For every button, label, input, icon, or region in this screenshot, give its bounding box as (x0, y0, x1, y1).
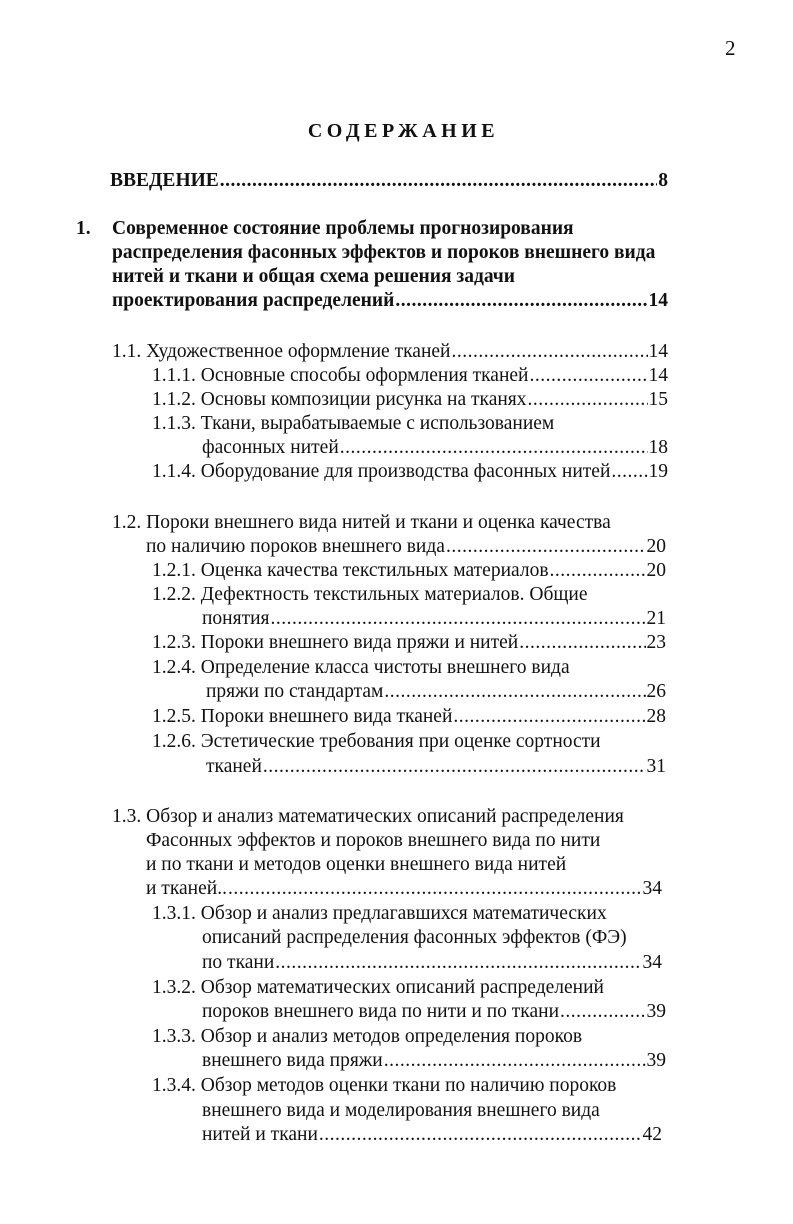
toc-entry-1-1-4[interactable] (152, 459, 668, 485)
toc-entry-1-2[interactable] (146, 534, 666, 560)
toc-entry-label: 1.2.5. Пороки внешнего вида тканей (152, 706, 453, 727)
toc-entry-1-2-5[interactable] (152, 704, 666, 730)
toc-entry-line: 1.2. Пороки внешнего вида нитей и ткани и оценка качества (112, 512, 611, 533)
toc-entry-line: 1.2.2. Дефектность текстильных материалов. Общие (152, 584, 588, 605)
toc-entry-line: 1.2.4. Определение класса чистоты внешнего вида (152, 657, 570, 678)
toc-page-number: 31 (646, 756, 666, 777)
toc-entry-1-1-3[interactable] (202, 435, 668, 461)
toc-entry-label: ВВЕДЕНИЕ (110, 170, 219, 191)
toc-entry-label: и тканей.. (146, 878, 227, 899)
toc-page-number: 39 (646, 1001, 666, 1022)
toc-entry-1-3-4[interactable] (202, 1122, 662, 1148)
toc-entry-label: нитей и ткани (202, 1124, 318, 1145)
dot-leader (271, 606, 646, 632)
toc-page-number: 26 (646, 681, 666, 702)
toc-page-number: 39 (646, 1050, 666, 1071)
toc-page-number: 14 (648, 341, 668, 362)
toc-entry-1-1-1[interactable] (152, 363, 668, 389)
toc-entry-line: описаний распределения фасонных эффектов (ФЭ) (202, 927, 627, 948)
dot-leader (319, 1122, 642, 1148)
toc-entry-1-2-4[interactable] (206, 679, 666, 705)
dot-leader (340, 435, 648, 461)
toc-entry-line: внешнего вида и моделирования внешнего вида (202, 1100, 600, 1121)
toc-page-number: 15 (648, 389, 668, 410)
dot-leader (453, 704, 645, 730)
dot-leader (560, 999, 646, 1025)
toc-page-number: 14 (648, 290, 668, 311)
dot-leader (519, 630, 645, 656)
toc-entry-1-1-2[interactable] (152, 387, 668, 413)
toc-entry-line: 1.3. Обзор и анализ математических описаний распределения (112, 806, 624, 827)
toc-chapter-line: Современное состояние проблемы прогнозирования (112, 218, 574, 239)
toc-entry-1-3-1[interactable] (202, 950, 662, 976)
toc-page-number: 42 (642, 1124, 662, 1145)
toc-entry-label: 1.2.1. Оценка качества текстильных материалов (152, 560, 549, 581)
dot-leader (451, 339, 647, 365)
toc-entry-1-2-3[interactable] (152, 630, 666, 656)
toc-entry-line: 1.3.1. Обзор и анализ предлагавшихся математических (152, 903, 607, 924)
toc-entry-line: 1.3.3. Обзор и анализ методов определения пороков (152, 1026, 583, 1047)
toc-entry-line: 1.3.4. Обзор методов оценки ткани по наличию пороков (152, 1075, 617, 1096)
toc-entry-1-3-2[interactable] (202, 999, 666, 1025)
dot-leader (528, 387, 648, 413)
toc-entry-label: 1.1.2. Основы композиции рисунка на тканях (152, 389, 527, 410)
toc-entry-label: понятия (202, 608, 270, 629)
dot-leader (530, 363, 648, 389)
toc-entry-1-2-2[interactable] (202, 606, 666, 632)
toc-page-number: 20 (646, 536, 666, 557)
toc-entry-line: Фасонных эффектов и пороков внешнего вида по нити (146, 830, 601, 851)
toc-entry-label: 1.1.4. Оборудование для производства фасонных нитей (152, 461, 611, 482)
toc-entry-1-1[interactable] (112, 339, 668, 365)
dot-leader (275, 950, 641, 976)
dot-leader (384, 679, 645, 705)
toc-page-number: 34 (642, 952, 662, 973)
page-number: 2 (725, 36, 736, 60)
toc-entry-chapter-1[interactable] (112, 288, 668, 314)
toc-entry-1-3-3[interactable] (202, 1048, 666, 1074)
toc-entry-1-2-6[interactable] (206, 754, 666, 780)
toc-page-number: 19 (648, 461, 668, 482)
toc-entry-line: 1.1.3. Ткани, вырабатываемые с использованием (152, 413, 555, 434)
dot-leader (446, 534, 646, 560)
toc-page-number: 8 (658, 170, 668, 191)
toc-entry-line: 1.2.6. Эстетические требования при оценке сортности (152, 731, 601, 752)
dot-leader (220, 168, 657, 194)
toc-entry-label: внешнего вида пряжи (202, 1050, 383, 1071)
toc-page-number: 23 (646, 632, 666, 653)
toc-entry-label: по ткани (202, 952, 275, 973)
toc-entry-label: фасонных нитей (202, 437, 339, 458)
toc-entry-label: пороков внешнего вида по нити и по ткани (202, 1001, 559, 1022)
dot-leader (550, 558, 646, 584)
page-title: СОДЕРЖАНИЕ (307, 120, 500, 142)
dot-leader (611, 459, 647, 485)
toc-entry-label: 1.1. Художественное оформление тканей (112, 341, 451, 362)
toc-entry-label: пряжи по стандартам (206, 681, 384, 702)
toc-entry-label: проектирования распределений (112, 290, 395, 311)
toc-page-number: 28 (646, 706, 666, 727)
chapter-number: 1. (76, 218, 91, 239)
toc-page-number: 14 (648, 365, 668, 386)
toc-chapter-line: распределения фасонных эффектов и пороков внешнего вида (112, 242, 656, 263)
toc-entry-label: 1.2.3. Пороки внешнего вида пряжи и нитей (152, 632, 519, 653)
toc-page-number: 21 (646, 608, 666, 629)
toc-entry-1-3[interactable] (146, 876, 662, 902)
toc-entry-line: 1.3.2. Обзор математических описаний распределений (152, 977, 604, 998)
toc-entry-1-2-1[interactable] (152, 558, 666, 584)
dot-leader (263, 754, 646, 780)
toc-page-number: 20 (646, 560, 666, 581)
toc-chapter-line: нитей и ткани и общая схема решения задачи (112, 266, 516, 287)
toc-entry-label: 1.1.1. Основные способы оформления тканей (152, 365, 529, 386)
dot-leader (384, 1048, 646, 1074)
toc-page-number: 18 (648, 437, 668, 458)
toc-entry-line: и по ткани и методов оценки внешнего вида нитей (146, 854, 567, 875)
dot-leader (395, 288, 647, 314)
dot-leader (228, 876, 642, 902)
toc-entry-label: по наличию пороков внешнего вида (146, 536, 445, 557)
toc-page-number: 34 (642, 878, 662, 899)
toc-entry-label: тканей (206, 756, 262, 777)
toc-entry-intro[interactable] (110, 168, 668, 194)
